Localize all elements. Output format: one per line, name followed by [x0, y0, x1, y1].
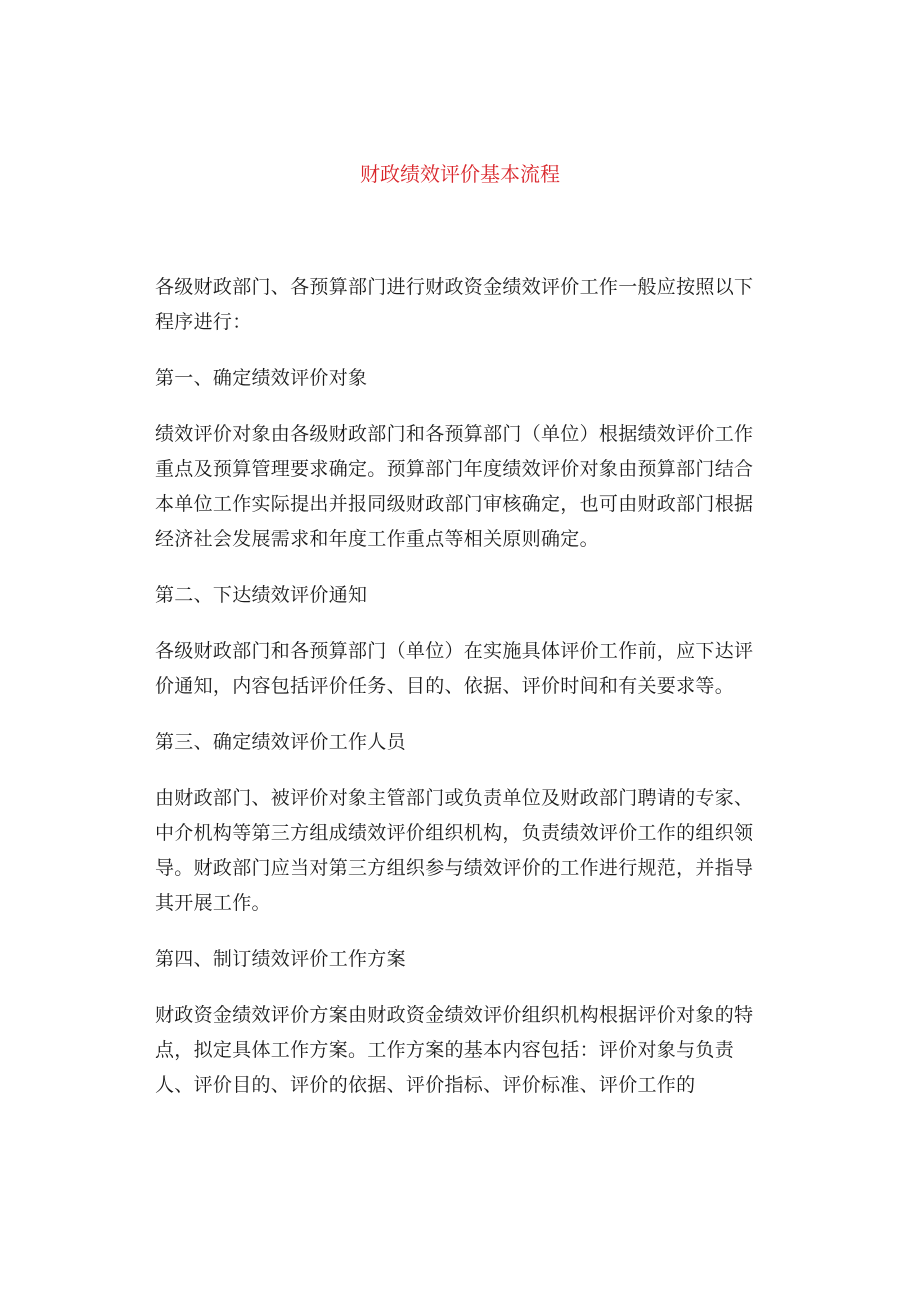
section-body-4: 财政资金绩效评价方案由财政资金绩效评价组织机构根据评价对象的特点，拟定具体工作方案。工作方案的基本内容包括：评价对象与负责人、评价目的、评价的依据、评价指标、评价标准、评价工作的: [155, 1004, 754, 1096]
section-body-1: 绩效评价对象由各级财政部门和各预算部门（单位）根据绩效评价工作重点及预算管理要求确定。预算部门年度绩效评价对象由预算部门结合本单位工作实际提出并报同级财政部门审核确定，也可由财政部门根据经济社会发展需求和年度工作重点等相关原则确定。: [155, 423, 754, 550]
intro-paragraph: 各级财政部门、各预算部门进行财政资金绩效评价工作一般应按照以下程序进行：: [155, 276, 754, 333]
section-heading-4: 第四、制订绩效评价工作方案: [155, 948, 406, 970]
document-body: [155, 270, 765, 1103]
document-title: 财政绩效评价基本流程: [360, 162, 560, 186]
section-body-2: 各级财政部门和各预算部门（单位）在实施具体评价工作前，应下达评价通知，内容包括评价任务、目的、依据、评价时间和有关要求等。: [155, 640, 754, 697]
section-heading-3: 第三、确定绩效评价工作人员: [155, 731, 406, 753]
section-body-3: 由财政部门、被评价对象主管部门或负责单位及财政部门聘请的专家、中介机构等第三方组成绩效评价组织机构，负责绩效评价工作的组织领导。财政部门应当对第三方组织参与绩效评价的工作进行规范，并指导其开展工作。: [155, 787, 754, 914]
section-heading-2: 第二、下达绩效评价通知: [155, 584, 368, 606]
section-heading-1: 第一、确定绩效评价对象: [155, 367, 368, 389]
